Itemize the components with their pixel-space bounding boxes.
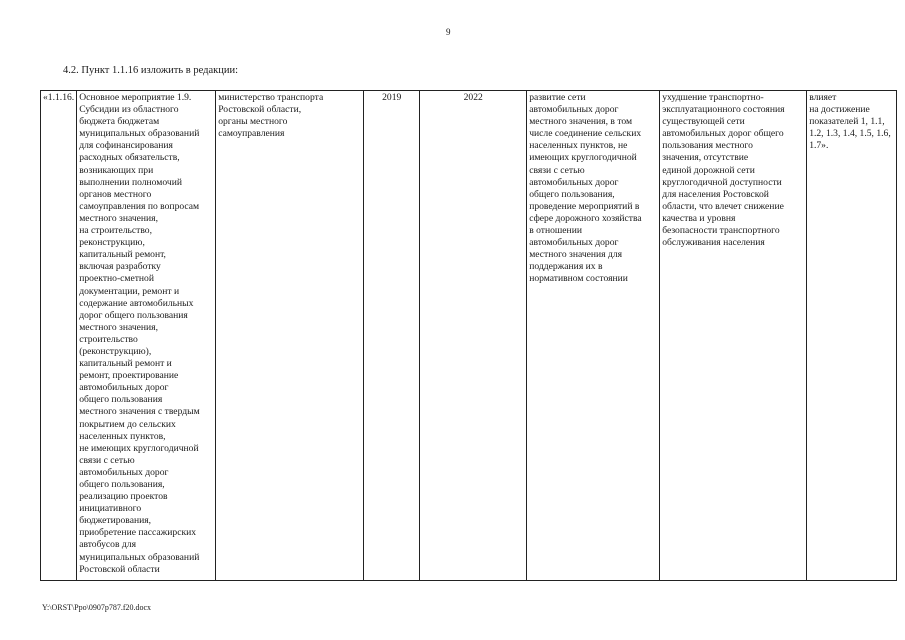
event-line: муниципальных образований [79,128,200,140]
event-line: проектно-сметной [79,273,154,285]
consequences-line: значения, отсутствие [662,152,749,164]
result-line: имеющих круглогодичной [529,152,637,164]
result-line: поддержания их в [529,261,603,273]
consequences-line: круглогодичной доступности [662,176,782,188]
consequences-line: для населения Ростовской [662,188,769,200]
consequences-line: автомобильных дорог общего [662,128,784,140]
event-line: строительство [79,333,138,345]
indicators-cell [807,91,897,581]
event-line: автомобильных дорог [79,382,169,394]
consequences-line: единой дорожной сети [662,164,755,176]
event-line: капитальный ремонт и [79,358,172,370]
event-line: ремонт, проектирование [79,370,179,382]
section-heading: 4.2. Пункт 1.1.16 изложить в редакции: [63,65,238,76]
event-line: местного значения с твердым [79,406,200,418]
indicators-line: 1.2, 1.3, 1.4, 1.5, 1.6, [809,128,891,140]
consequences-cell [660,91,807,581]
event-line: муниципальных образований [79,551,200,563]
event-line: местного значения, [79,321,158,333]
event-line: реконструкцию, [79,237,145,249]
consequences-line: качества и уровня [662,212,736,224]
event-line: расходных обязательств, [79,152,180,164]
start-year: 2019 [382,92,402,103]
event-line: бюджетирования, [79,515,152,527]
event-line: содержание автомобильных [79,297,194,309]
event-line: не имеющих круглогодичной [79,442,199,454]
end-year: 2022 [463,92,483,103]
event-line: Основное мероприятие 1.9. [79,92,192,103]
executor-line: Ростовской области, [218,104,302,116]
event-line: реализацию проектов [79,491,168,503]
event-cell [77,91,216,581]
event-line: общего пользования, [79,479,165,490]
event-line: местного значения, [79,212,158,224]
indicators-line: 1.7». [809,140,829,152]
event-line: приобретение пассажирских [79,527,197,539]
consequences-line: безопасности транспортного [662,225,780,237]
footer-file-path: Y:\ORST\Ppo\0907p787.f20.docx [42,603,152,612]
event-line: выполнении полномочий [79,176,183,188]
event-line: автомобильных дорог [79,466,169,478]
result-line: развитие сети [529,92,586,103]
result-line: в отношении [529,225,582,237]
consequences-line: существующей сети [662,116,745,128]
result-line: общего пользования, [529,188,615,200]
result-line: числе соединение сельских [529,128,642,140]
consequences-line: обслуживания населения [662,237,765,249]
end-year-cell [420,91,527,581]
event-line: органов местного [79,188,152,200]
event-line: автобусов для [79,539,136,551]
result-line: нормативном состоянии [529,273,628,285]
event-line: Субсидии из областного [79,104,179,116]
executor-line: самоуправления [218,128,285,140]
executor-cell [216,91,364,581]
event-line: связи с сетью [79,454,135,466]
executor-line: министерство транспорта [218,92,324,103]
executor-line: органы местного [218,116,288,128]
event-line: дорог общего пользования [79,309,188,321]
item-number: «1.1.16. [43,92,75,103]
measures-table [40,90,897,581]
result-line: сфере дорожного хозяйства [529,212,642,224]
event-line: общего пользования [79,394,163,406]
result-line: проведение мероприятий в [529,200,640,212]
consequences-line: ухудшение транспортно- [662,92,764,103]
indicators-line: показателей 1, 1.1, [809,116,885,128]
table-row [41,91,897,581]
event-line: Ростовской области [79,563,160,575]
result-cell [527,91,660,581]
event-line: инициативного [79,503,142,515]
event-line: самоуправления по вопросам [79,200,200,212]
consequences-line: области, что влечет снижение [662,200,784,212]
item-number-cell [41,91,77,581]
event-line: для софинансирования [79,140,173,152]
event-line: на строительство, [79,225,152,237]
event-line: (реконструкцию), [79,345,152,357]
event-line: документации, ремонт и [79,285,180,297]
result-line: автомобильных дорог [529,237,619,249]
result-line: автомобильных дорог [529,104,619,116]
page-number: 9 [446,27,451,37]
result-line: связи с сетью [529,164,585,176]
event-line: возникающих при [79,164,154,176]
event-line: населенных пунктов, [79,430,166,442]
result-line: автомобильных дорог [529,176,619,188]
event-line: бюджета бюджетам [79,116,160,128]
event-line: покрытием до сельских [79,418,176,430]
indicators-line: на достижение [809,104,870,116]
event-line: капитальный ремонт, [79,249,166,261]
start-year-cell [364,91,420,581]
result-line: местного значения для [529,249,623,261]
result-line: местного значения, в том [529,116,633,128]
consequences-line: пользования местного [662,140,753,152]
indicators-line: влияет [809,92,837,103]
event-line: включая разработку [79,261,161,273]
consequences-line: эксплуатационного состояния [662,104,785,116]
result-line: населенных пунктов, не [529,140,628,152]
